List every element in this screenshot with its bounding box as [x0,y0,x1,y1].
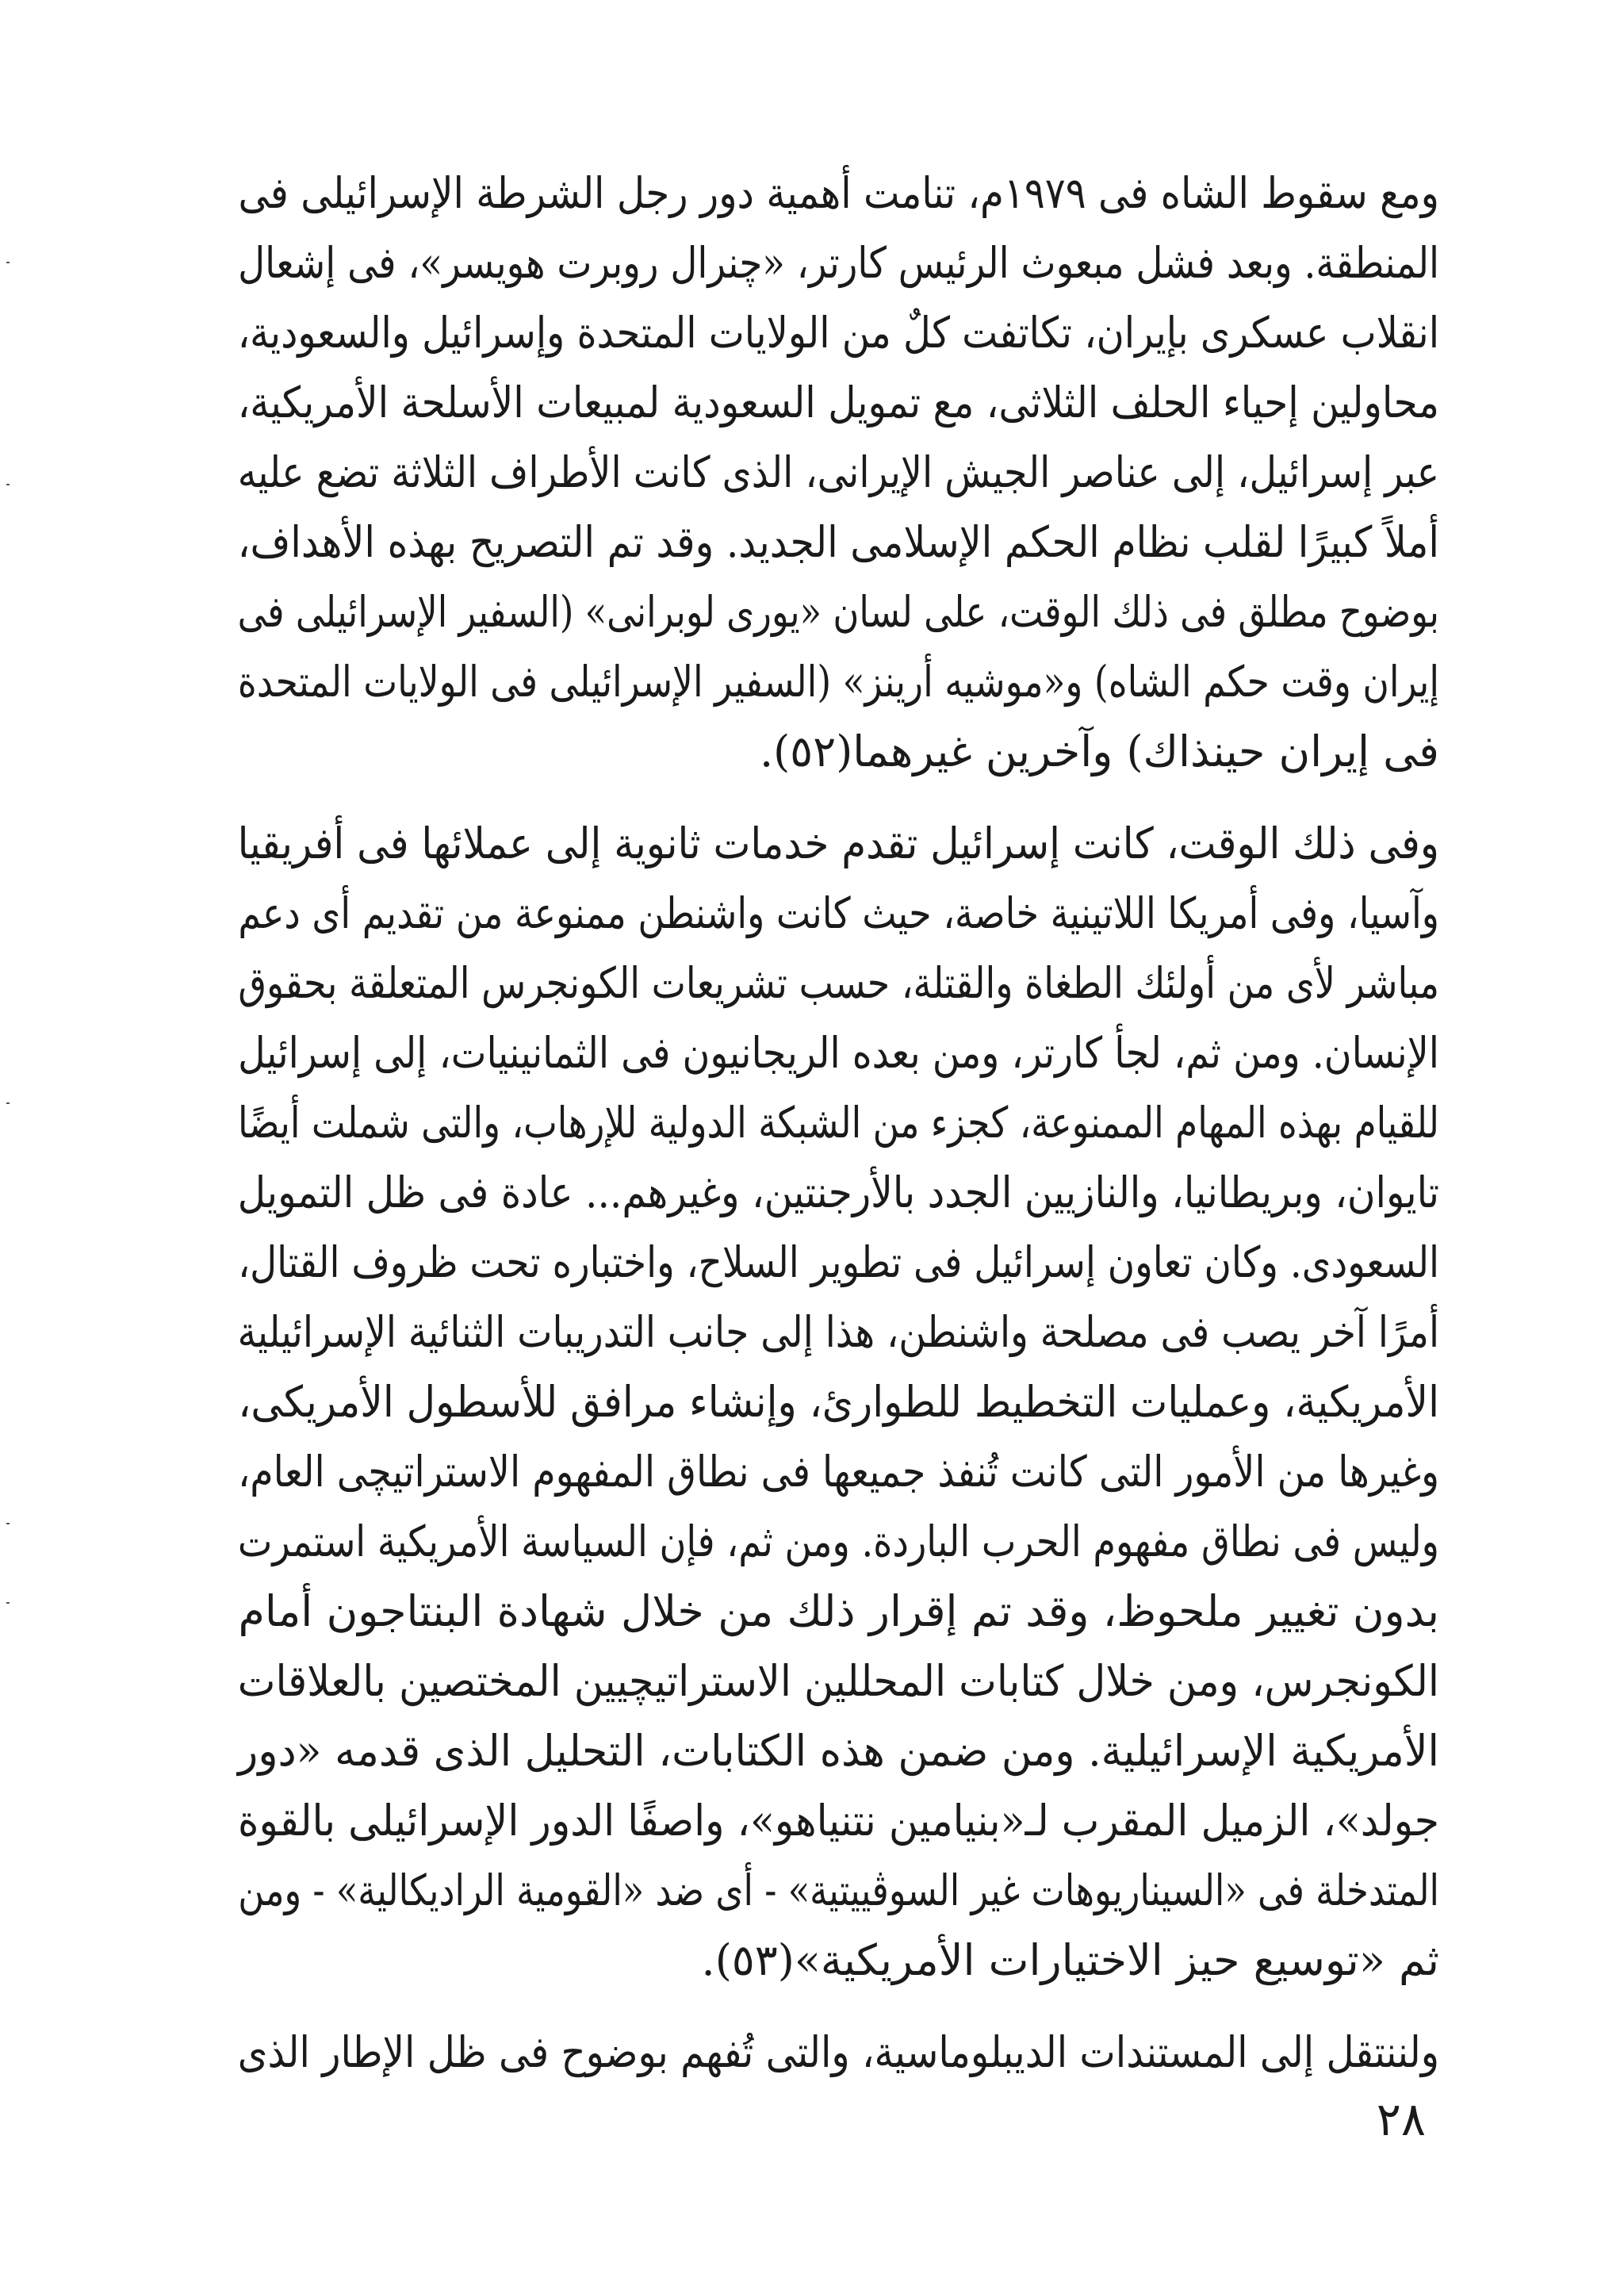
scan-edge-mark [6,1523,10,1524]
text-line: بدون تغيير ملحوظ، وقد تم إقرار ذلك من خلال شهادة البنتاجون أمام [238,1586,1439,1636]
text-line: جولد»، الزميل المقرب لـ«بنيامين نتنياهو»، واصفًا الدور الإسرائيلى بالقوة [238,1796,1440,1846]
text-line: أمرًا آخر يصب فى مصلحة واشنطن، هذا إلى جانب التدريبات الثنائية الإسرائيلية [237,1307,1439,1357]
text-line: تايوان، وبريطانيا، والنازيين الجدد بالأرجنتين، وغيرهم... عادة فى ظل التمويل [237,1167,1440,1217]
scan-edge-mark [6,484,10,485]
text-line: ثم «توسيع حيز الاختيارات الأمريكية»(٥٣). [701,1935,1439,1985]
text-line: بوضوح مطلق فى ذلك الوقت، على لسان «يورى لوبرانى» (السفير الإسرائيلى فى [237,587,1439,637]
text-line: الإنسان. ومن ثم، لجأ كارتر، ومن بعده الريجانيون فى الثمانينيات، إلى إسرائيل [238,1028,1440,1078]
scan-edge-mark [6,262,10,263]
text-line: وفى ذلك الوقت، كانت إسرائيل تقدم خدمات ثانوية إلى عملائها فى أفريقيا [237,819,1439,868]
text-line: إيران وقت حكم الشاه) و«موشيه أرينز» (السفير الإسرائيلى فى الولايات المتحدة [237,657,1439,707]
text-line: المنطقة. وبعد فشل مبعوث الرئيس كارتر، «چنرال روبرت هويسر»، فى إشعال [238,238,1439,288]
text-line: الأمريكية، وعمليات التخطيط للطوارئ، وإنشاء مرافق للأسطول الأمريكى، [238,1377,1439,1427]
text-line: وآسيا، وفى أمريكا اللاتينية خاصة، حيث كانت واشنطن ممنوعة من تقديم أى دعم [238,888,1440,938]
paragraph-3 [238,2018,1439,2088]
text-line: الأمريكية الإسرائيلية. ومن ضمن هذه الكتابات، التحليل الذى قدمه «دور [238,1726,1439,1776]
text-line: وغيرها من الأمور التى كانت تُنفذ جميعها فى نطاق المفهوم الاستراتيچى العام، [237,1447,1439,1497]
text-line: انقلاب عسكرى بإيران، تكاتفت كلٌ من الولايات المتحدة وإسرائيل والسعودية، [237,308,1440,358]
text-line: عبر إسرائيل، إلى عناصر الجيش الإيرانى، الذى كانت الأطراف الثلاثة تضع عليه [237,447,1439,497]
text-line: المتدخلة فى «السيناريوهات غير السوڤييتية» - أى ضد «القومية الراديكالية» - ومن [238,1865,1440,1915]
text-line: للقيام بهذه المهام الممنوعة، كجزء من الشبكة الدولية للإرهاب، والتى شملت أيضًا [238,1098,1440,1148]
text-line: محاولين إحياء الحلف الثلاثى، مع تمويل السعودية لمبيعات الأسلحة الأمريكية، [237,378,1439,427]
paragraph-1 [238,159,1439,787]
text-line: أملاً كبيرًا لقلب نظام الحكم الإسلامى الجديد. وقد تم التصريح بهذه الأهداف، [237,517,1439,567]
text-line: الكونجرس، ومن خلال كتابات المحللين الاستراتيچيين المختصين بالعلاقات [237,1656,1440,1706]
body-text [238,159,1439,2088]
scan-edge-mark [6,1602,10,1604]
paragraph-2 [238,809,1439,1996]
text-line: السعودى. وكان تعاون إسرائيل فى تطوير السلاح، واختباره تحت ظروف القتال، [238,1237,1440,1287]
scan-edge-mark [6,1102,10,1104]
text-line: مباشر لأى من أولئك الطغاة والقتلة، حسب تشريعات الكونجرس المتعلقة بحقوق [238,958,1439,1008]
page-number: ٢٨ [1376,2092,1426,2146]
text-line: وليس فى نطاق مفهوم الحرب الباردة. ومن ثم، فإن السياسة الأمريكية استمرت [237,1516,1440,1566]
text-line: ولننتقل إلى المستندات الديبلوماسية، والتى تُفهم بوضوح فى ظل الإطار الذى [237,2027,1439,2077]
text-line: فى إيران حينذاك) وآخرين غيرهما(٥٢). [759,727,1439,776]
text-line: ومع سقوط الشاه فى ١٩٧٩م، تنامت أهمية دور رجل الشرطة الإسرائيلى فى [238,168,1439,218]
